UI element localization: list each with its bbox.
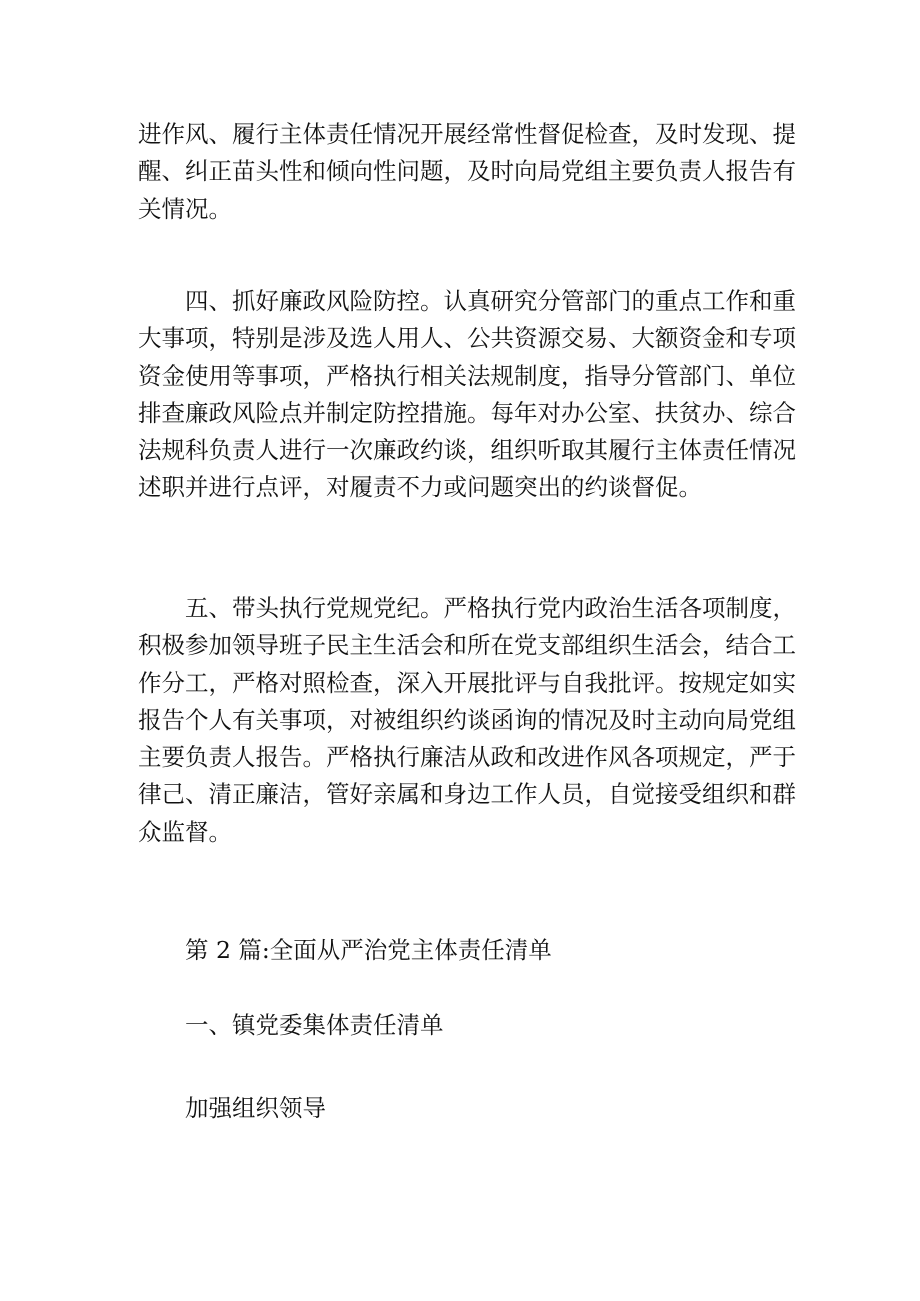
paragraph-1 xyxy=(138,116,796,228)
text-line: 关情况。 xyxy=(138,194,232,223)
text-line: 报告个人有关事项，对被组织约谈函询的情况及时主动向局党组 xyxy=(138,705,796,734)
text-line: 律己、清正廉洁，管好亲属和身边工作人员，自觉接受组织和群 xyxy=(138,780,796,809)
subsection-title: 一、镇党委集体责任清单 xyxy=(185,1011,444,1039)
text-line: 述职并进行点评，对履责不力或问题突出的约谈督促。 xyxy=(138,473,702,502)
text-line: 法规科负责人进行一次廉政约谈，组织听取其履行主体责任情况 xyxy=(138,436,796,465)
text-line: 积极参加领导班子民主生活会和所在党支部组织生活会，结合工 xyxy=(138,631,796,660)
text-line: 众监督。 xyxy=(138,817,232,846)
text-line: 排查廉政风险点并制定防控措施。每年对办公室、扶贫办、综合 xyxy=(138,398,796,427)
text-line: 作分工，严格对照检查，深入开展批评与自我批评。按规定如实 xyxy=(138,668,796,697)
item-title: 加强组织领导 xyxy=(185,1094,326,1122)
text-line: 进作风、履行主体责任情况开展经常性督促检查，及时发现、提 xyxy=(138,120,796,148)
text-line: 主要负责人报告。严格执行廉洁从政和改进作风各项规定，严于 xyxy=(138,743,796,772)
text-line: 大事项，特别是涉及选人用人、公共资源交易、大额资金和专项 xyxy=(138,324,796,353)
paragraph-3 xyxy=(138,590,796,851)
paragraph-2 xyxy=(138,283,796,507)
text-line: 五、带头执行党规党纪。严格执行党内政治生活各项制度， xyxy=(185,594,796,622)
text-line: 资金使用等事项，严格执行相关法规制度，指导分管部门、单位 xyxy=(138,361,796,390)
section-title: 第 2 篇:全面从严治党主体责任清单 xyxy=(185,936,552,964)
text-line: 四、抓好廉政风险防控。认真研究分管部门的重点工作和重 xyxy=(185,287,796,315)
text-line: 醒、纠正苗头性和倾向性问题，及时向局党组主要负责人报告有 xyxy=(138,157,796,186)
